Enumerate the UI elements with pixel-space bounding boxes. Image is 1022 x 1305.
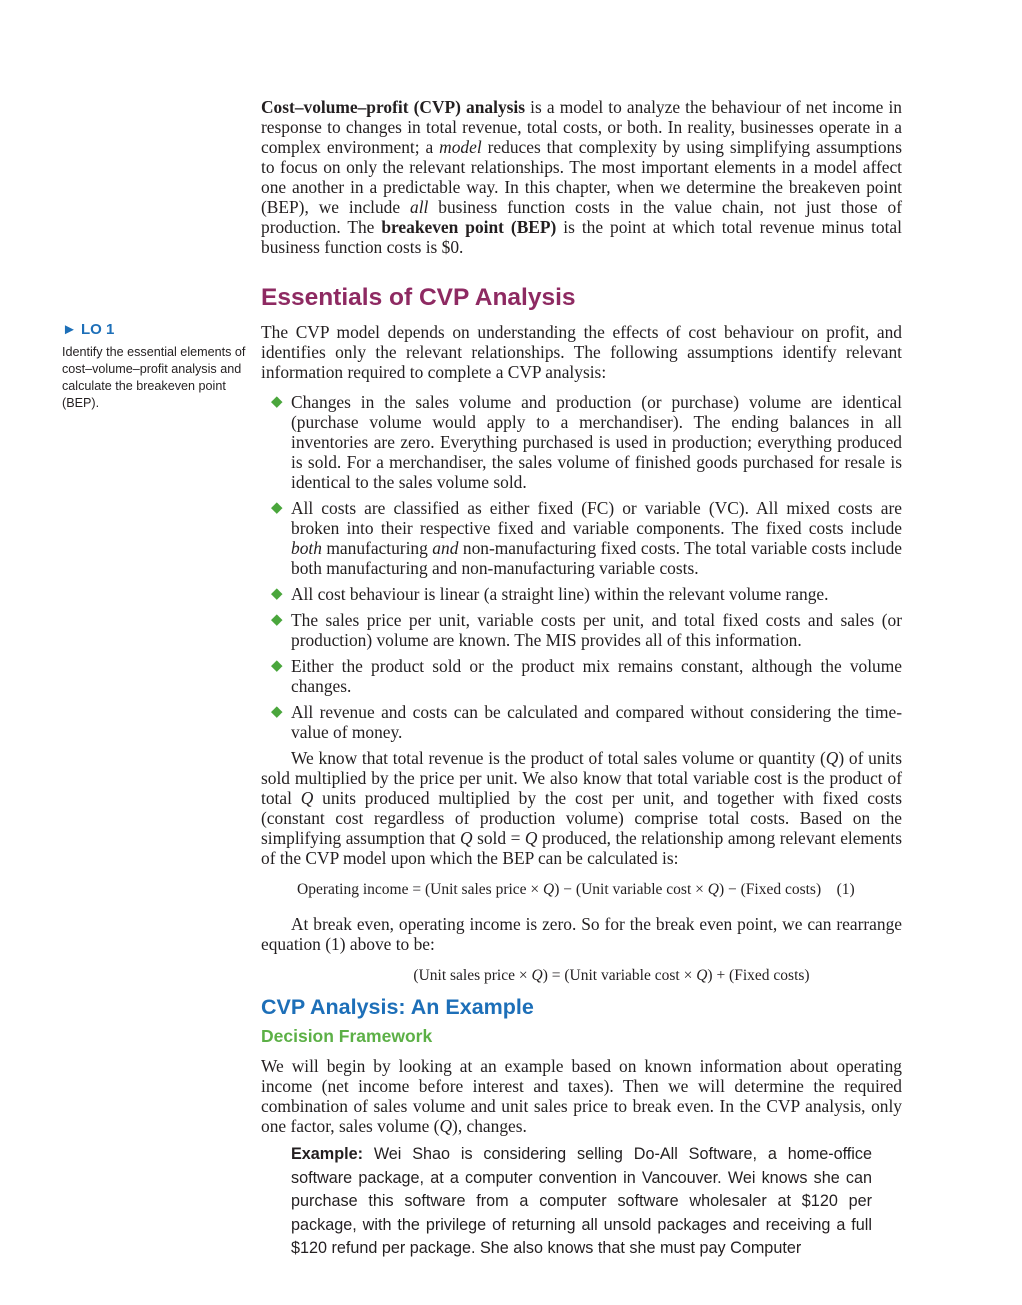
assumptions-list	[261, 392, 902, 742]
text-run: sold =	[472, 828, 525, 848]
text-run: Operating income = (Unit sales price ×	[297, 881, 544, 898]
text-run: reduces that complexity by using simplifying assumptions to focus on only the relevant relationships. The most important elements in a model affect one another in a predictable way. In this chapter, when we determine the breakeven point (BEP), we include	[261, 137, 902, 217]
text-run: All costs are classified as either fixed (FC) or variable (VC). All mixed costs are broken into their respective fixed and variable components. The fixed costs include	[291, 498, 902, 538]
breakeven-paragraph	[261, 914, 902, 954]
italic-text: Q	[707, 881, 719, 898]
text-run: manufacturing	[321, 538, 433, 558]
bold-text: Cost–volume–profit (CVP) analysis	[261, 97, 526, 117]
italic-text: Q	[439, 1116, 453, 1136]
list-item-text	[291, 498, 902, 578]
text-run: is the point at which total revenue minus total business function costs is $0.	[261, 217, 902, 257]
intro-paragraph	[261, 97, 902, 257]
text-run: All revenue and costs can be calculated and compared without considering the time-value of money.	[291, 702, 902, 742]
list-item-text	[291, 610, 902, 650]
equation-2	[261, 966, 902, 986]
italic-text: Q	[300, 788, 314, 808]
bold-text: Example:	[291, 1145, 363, 1163]
diamond-bullet-icon: ◆	[271, 586, 283, 602]
italic-text: Q	[825, 748, 839, 768]
italic-text: Q	[543, 881, 555, 898]
italic-text: model	[439, 137, 482, 157]
italic-text: Q	[696, 967, 708, 984]
section-heading-essentials: Essentials of CVP Analysis	[261, 284, 576, 311]
list-item	[271, 498, 902, 578]
italic-text: and	[432, 538, 459, 558]
text-run: We know that total revenue is the product of total sales volume or quantity (	[291, 748, 826, 768]
italic-text: all	[410, 197, 429, 217]
diamond-bullet-icon: ◆	[271, 500, 283, 516]
text-run: business function costs in the value chain, not just those of production. The	[261, 197, 902, 237]
list-item-text	[291, 702, 902, 742]
diamond-bullet-icon: ◆	[271, 658, 283, 674]
list-item-text	[291, 656, 902, 696]
text-run: units produced multiplied by the cost per unit, and together with fixed costs (constant cost regardless of production volume) comprise total costs. Based on the simplifying assumption that	[261, 788, 902, 848]
text-run: non-manufacturing fixed costs. The total variable costs include both manufacturing and non-manufacturing variable costs.	[291, 538, 902, 578]
text-run: ), changes.	[452, 1116, 527, 1136]
list-item	[271, 584, 902, 604]
text-run: Either the product sold or the product mix remains constant, although the volume changes.	[291, 656, 902, 696]
italic-text: both	[291, 538, 322, 558]
revenue-paragraph	[261, 748, 902, 868]
text-run: All cost behaviour is linear (a straight line) within the relevant volume range.	[291, 584, 829, 604]
framework-paragraph	[261, 1056, 902, 1136]
essentials-body	[261, 322, 902, 986]
text-run: Changes in the sales volume and production (or purchase) volume are identical (purchase volume would apply to a merchandiser). The ending balances in all inventories are zero. Everything purchased is used in production; everything produced is sold. For a merchandiser, the sales volume of finished goods purchased for resale is identical to the sales volume sold.	[291, 392, 902, 492]
text-run: We will begin by looking at an example based on known information about operating income (net income before interest and taxes). Then we will determine the required combination of sales volume and unit sales price to break even. In the CVP analysis, only one factor, sales volume (	[261, 1056, 902, 1136]
equation-1	[297, 880, 902, 900]
list-item-text	[291, 392, 902, 492]
text-run: ) − (Unit variable cost ×	[554, 881, 708, 898]
learning-objective-text: Identify the essential elements of cost–volume–profit analysis and calculate the breakeven point (BEP).	[62, 345, 246, 410]
text-run: The CVP model depends on understanding the effects of cost behaviour on profit, and identifies only the relevant relationships. The following assumptions identify relevant information required to complete a CVP analysis:	[261, 322, 902, 382]
learning-objective-sidebar	[62, 321, 247, 412]
text-run: (Unit sales price ×	[413, 967, 532, 984]
text-run: ) = (Unit variable cost ×	[542, 967, 697, 984]
list-item	[271, 392, 902, 492]
italic-text: Q	[524, 828, 538, 848]
subheading-decision-framework: Decision Framework	[261, 1026, 433, 1046]
list-item	[271, 656, 902, 696]
text-run: At break even, operating income is zero. So for the break even point, we can rearrange equation (1) above to be:	[261, 914, 902, 954]
text-run: is a model to analyze the behaviour of net income in response to changes in total revenue, total costs, or both. In reality, businesses operate in a complex environment; a	[261, 97, 902, 157]
list-item-text	[291, 584, 829, 604]
text-run: ) − (Fixed costs) (1)	[718, 881, 855, 898]
text-run: Wei Shao is considering selling Do-All Software, a home-office software package, at a computer convention in Vancouver. Wei knows she can purchase this software from a computer software wholesaler at $120 per package, with the privilege of returning all unsold packages and receiving a full $120 refund per package. She also knows that she must pay Computer	[291, 1145, 872, 1257]
section-heading-example: CVP Analysis: An Example	[261, 995, 534, 1019]
text-run: produced, the relationship among relevant elements of the CVP model upon which the BEP can be calculated is:	[261, 828, 903, 868]
list-item	[271, 610, 902, 650]
essentials-intro	[261, 322, 902, 382]
diamond-bullet-icon: ◆	[271, 394, 283, 410]
text-run: ) of units sold multiplied by the price per unit. We also know that total variable cost is the product of total	[261, 748, 902, 808]
example-box	[291, 1143, 872, 1261]
italic-text: Q	[460, 828, 473, 848]
learning-objective-marker: ► LO 1	[62, 321, 115, 338]
italic-text: Q	[531, 967, 543, 984]
bold-text: breakeven point (BEP)	[381, 217, 557, 237]
diamond-bullet-icon: ◆	[271, 612, 283, 628]
list-item	[271, 702, 902, 742]
diamond-bullet-icon: ◆	[271, 704, 283, 720]
text-run: ) + (Fixed costs)	[707, 967, 810, 984]
text-run: The sales price per unit, variable costs per unit, and total fixed costs and sales (or production) volume are known. The MIS provides all of this information.	[291, 610, 902, 650]
